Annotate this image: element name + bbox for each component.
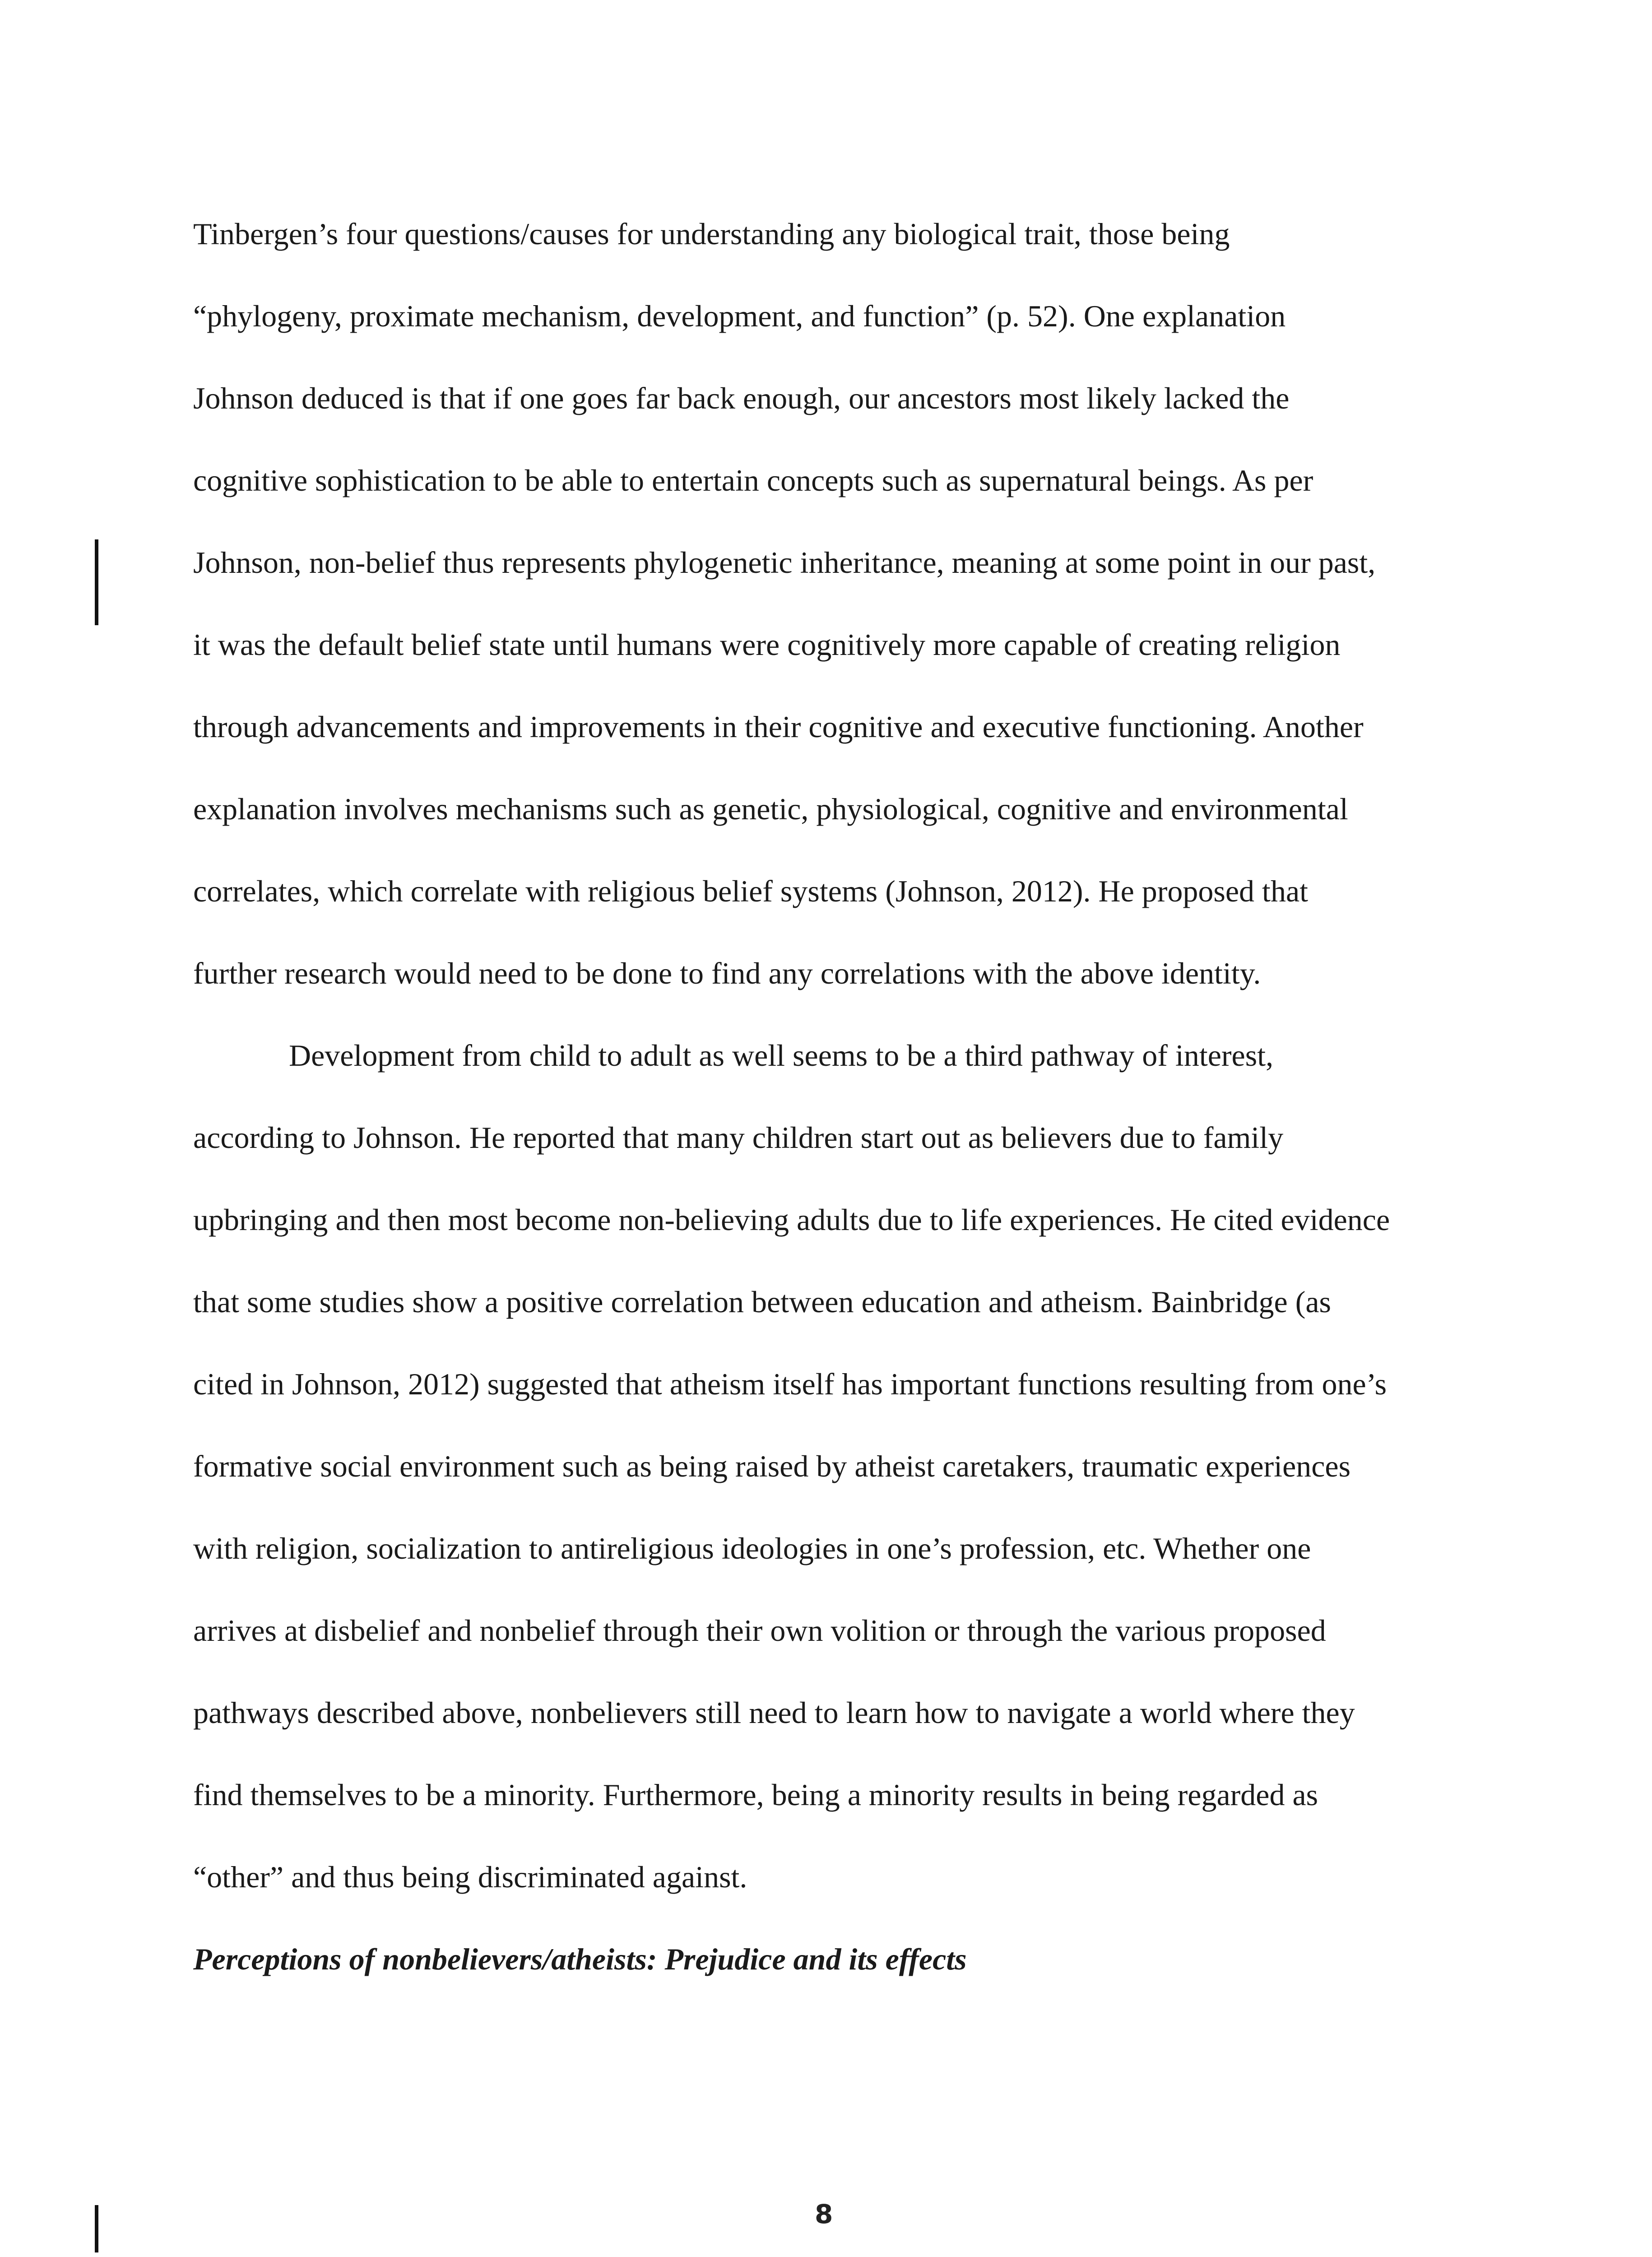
paragraph-line: explanation involves mechanisms such as genetic, physiological, cognitive and environmental xyxy=(193,792,1348,826)
paragraph-line: pathways described above, nonbelievers still need to learn how to navigate a world where they xyxy=(193,1695,1355,1730)
paragraph-line: that some studies show a positive correlation between education and atheism. Bainbridge (as xyxy=(193,1285,1331,1319)
revision-change-bar xyxy=(95,2205,98,2252)
paragraph-line: Development from child to adult as well seems to be a third pathway of interest, xyxy=(289,1038,1274,1073)
paragraph-line: cited in Johnson, 2012) suggested that atheism itself has important functions resulting from one’s xyxy=(193,1367,1387,1401)
paragraph-line: formative social environment such as being raised by atheist caretakers, traumatic experiences xyxy=(193,1449,1351,1483)
paragraph-line: “phylogeny, proximate mechanism, development, and function” (p. 52). One explanation xyxy=(193,299,1286,333)
paragraph-line: upbringing and then most become non-believing adults due to life experiences. He cited evidence xyxy=(193,1203,1390,1237)
paragraph-line: Johnson, non-belief thus represents phylogenetic inheritance, meaning at some point in our past, xyxy=(193,545,1376,580)
paragraph-line: according to Johnson. He reported that many children start out as believers due to family xyxy=(193,1120,1284,1155)
page-number: 8 xyxy=(815,2199,833,2229)
paragraph-line: Tinbergen’s four questions/causes for understanding any biological trait, those being xyxy=(193,217,1230,251)
paragraph-line: it was the default belief state until humans were cognitively more capable of creating religion xyxy=(193,627,1341,662)
paragraph-line: arrives at disbelief and nonbelief through their own volition or through the various proposed xyxy=(193,1613,1326,1648)
paragraph-line: further research would need to be done to find any correlations with the above identity. xyxy=(193,956,1261,990)
paragraph-line: find themselves to be a minority. Furthermore, being a minority results in being regarded as xyxy=(193,1778,1318,1812)
section-heading: Perceptions of nonbelievers/atheists: Prejudice and its effects xyxy=(193,1942,967,1976)
paragraph-line: Johnson deduced is that if one goes far back enough, our ancestors most likely lacked the xyxy=(193,381,1290,415)
paragraph-line: correlates, which correlate with religious belief systems (Johnson, 2012). He proposed that xyxy=(193,874,1309,908)
paragraph-line: “other” and thus being discriminated against. xyxy=(193,1860,747,1894)
paragraph-line: with religion, socialization to antireligious ideologies in one’s profession, etc. Whether one xyxy=(193,1531,1311,1565)
revision-change-bar xyxy=(95,539,98,625)
paragraph-line: cognitive sophistication to be able to entertain concepts such as supernatural beings. As per xyxy=(193,463,1313,497)
paragraph-line: through advancements and improvements in their cognitive and executive functioning. Another xyxy=(193,710,1364,744)
